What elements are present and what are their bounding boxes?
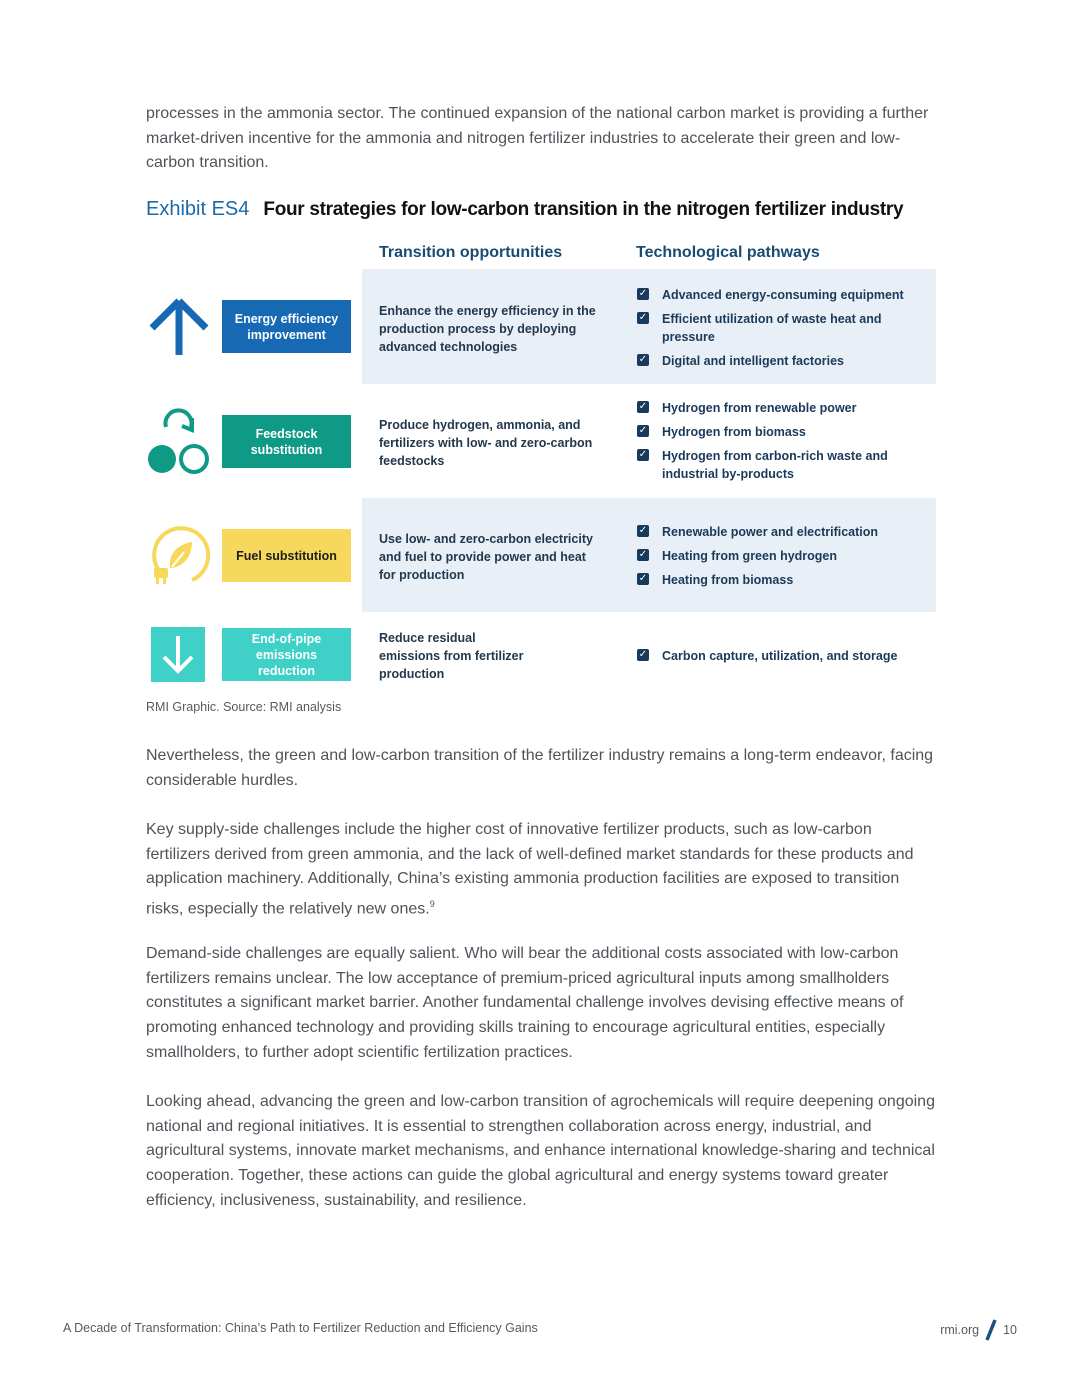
opportunity-energy-efficiency: Enhance the energy efficiency in the production process by deploying advanced technologies [379, 304, 596, 354]
arrow-down-box-icon [151, 627, 205, 682]
checkbox-icon: ✓ [638, 312, 648, 323]
list-item: ✓ Heating from green hydrogen [638, 549, 838, 563]
checkbox-icon: ✓ [638, 573, 648, 584]
list-item: ✓ Advanced energy-consuming equipment [638, 288, 904, 302]
list-item: ✓ Hydrogen from renewable power [638, 401, 857, 415]
column-header-pathways: Technological pathways [636, 244, 820, 261]
footer-page-info [940, 1319, 1017, 1341]
list-item: ✓ Efficient utilization of waste heat and pressure [638, 312, 882, 344]
exhibit-source: RMI Graphic. Source: RMI analysis [146, 700, 342, 714]
opportunity-fuel-substitution: Use low- and zero-carbon electricity and fuel to provide power and heat for production [379, 532, 593, 582]
paragraph-looking-ahead: Looking ahead, advancing the green and low-carbon transition of agrochemicals will require deepening ongoing national and regional initiatives. It is essential to strengthen collaboration across energy, industrial, and agricultural systems, innovate market mechanisms, and enhance international knowledge-sharing and technical cooperation. Together, these actions can guide the global agricultural and energy systems toward greater efficiency, inclusiveness, sustainability, and resilience. [146, 1093, 935, 1209]
list-item: ✓ Digital and intelligent factories [638, 354, 844, 368]
exhibit-title [146, 198, 946, 221]
paragraph-hurdles: Nevertheless, the green and low-carbon transition of the fertilizer industry remains a long-term endeavor, facing considerable hurdles. [146, 747, 934, 789]
arrow-up-icon [146, 297, 212, 357]
strategy-feedstock-substitution: Feedstock substitution [222, 415, 351, 468]
pathways-fuel-substitution [637, 523, 932, 595]
checkbox-icon: ✓ [638, 649, 648, 660]
checkbox-icon: ✓ [638, 354, 648, 365]
strategy-energy-efficiency: Energy efficiency improvement [222, 300, 351, 353]
feedstock-cycle-icon [146, 405, 212, 477]
checkbox-icon: ✓ [638, 425, 648, 436]
checkbox-icon: ✓ [638, 525, 648, 536]
fuel-leaf-plug-icon [146, 524, 212, 588]
checkbox-icon: ✓ [638, 449, 648, 460]
list-item: ✓ Hydrogen from biomass [638, 425, 806, 439]
strategy-fuel-substitution: Fuel substitution [222, 529, 351, 582]
paragraph-supply-side: Key supply-side challenges include the higher cost of innovative fertilizer products, such as low-carbon fertilizers derived from green ammonia, and the lack of well-defined market standards for these products and application machinery. Additionally, China’s existing ammonia production facilities are exposed to transition risks, especially the relatively new ones.$^9$ [146, 821, 914, 918]
list-item: ✓ Carbon capture, utilization, and storage [638, 649, 898, 663]
intro-paragraph: processes in the ammonia sector. The continued expansion of the national carbon market is providing a further market-driven incentive for the ammonia and nitrogen fertilizer industries to accelerate their green and low-carbon transition. [146, 105, 929, 172]
list-item: ✓ Heating from biomass [638, 573, 794, 587]
footnote-marker: 9 [429, 899, 435, 910]
strategy-end-of-pipe: End-of-pipe emissions reduction [222, 628, 351, 681]
pathways-end-of-pipe [637, 647, 932, 671]
pathways-energy-efficiency [637, 286, 932, 376]
column-header-opportunities: Transition opportunities [379, 244, 563, 261]
list-item: ✓ Hydrogen from carbon-rich waste and industrial by-products [638, 449, 888, 481]
opportunity-feedstock-substitution: Produce hydrogen, ammonia, and fertilizers with low- and zero-carbon feedstocks [379, 418, 593, 468]
footer-site-link[interactable]: rmi.org [940, 1323, 980, 1337]
footer-document-title: A Decade of Transformation: China’s Path to Fertilizer Reduction and Efficiency Gains [63, 1321, 538, 1335]
slash-divider-icon [983, 1319, 999, 1341]
checkbox-icon: ✓ [638, 401, 648, 412]
exhibit-label: Exhibit ES4 [146, 198, 250, 220]
list-item: ✓ Renewable power and electrification [638, 525, 879, 539]
pathways-feedstock-substitution [637, 399, 932, 489]
opportunity-end-of-pipe: Reduce residual emissions from fertilizer production [379, 631, 524, 681]
checkbox-icon: ✓ [638, 288, 648, 299]
exhibit-heading: Four strategies for low-carbon transition in the nitrogen fertilizer industry [263, 199, 904, 220]
page-number: 10 [1003, 1323, 1017, 1337]
checkbox-icon: ✓ [638, 549, 648, 560]
paragraph-demand-side: Demand-side challenges are equally salient. Who will bear the additional costs associated with low-carbon fertilizers remains unclear. The low acceptance of premium-priced agricultural inputs among smallholders constitutes a significant market barrier. Another fundamental challenge involves devising effective means of promoting enhanced technology and providing skills training to encourage agricultural entities, especially smallholders, to further adopt scientific fertilization practices. [146, 945, 904, 1061]
